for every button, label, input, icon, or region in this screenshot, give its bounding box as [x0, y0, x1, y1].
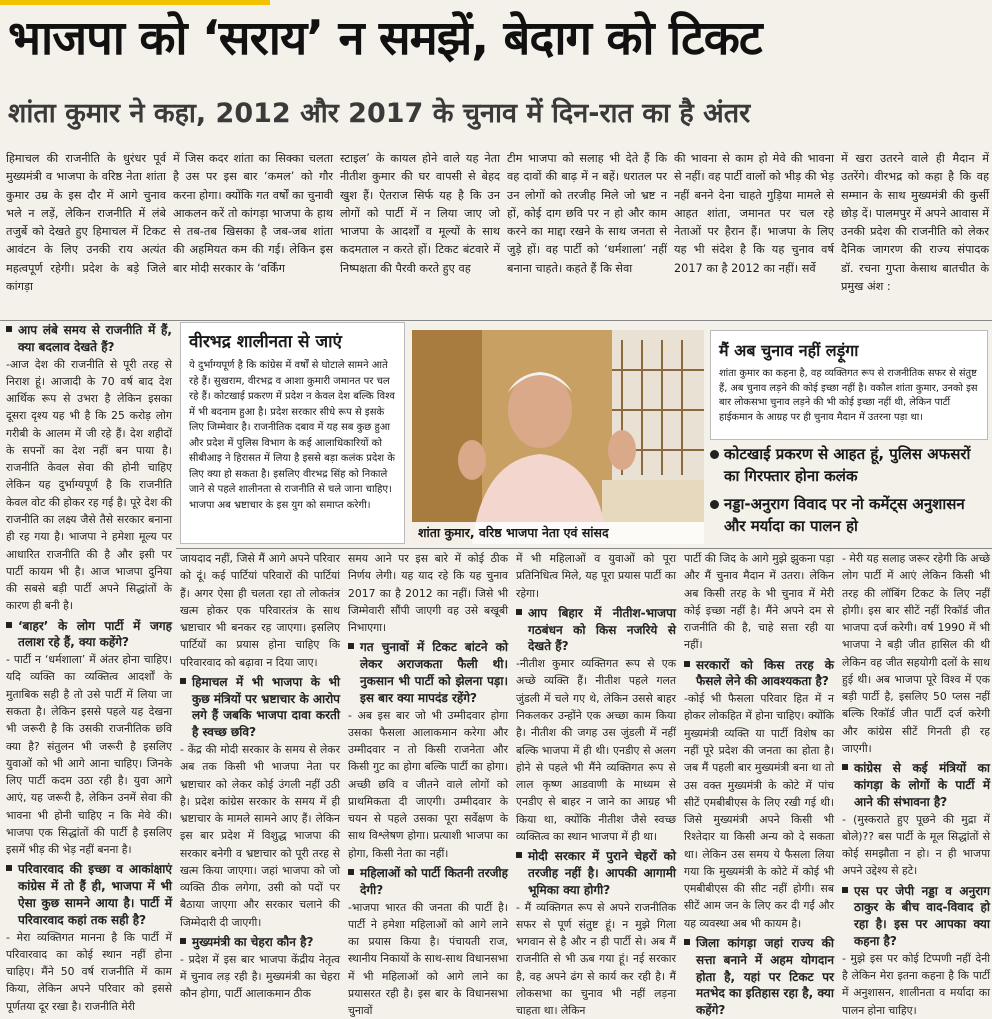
answer: पार्टी की जिद के आगे मुझे झुकना पड़ा और मैं चुनाव मैदान में उतरा। लेकिन अब किसी तरह के भी चुनाव में मेरी कोई इच्छा नहीं है। मैंने अपने दम से राजनीति की है, चाहे सत्ता रही या नहीं।	[684, 550, 834, 654]
info-box-body: शांता कुमार का कहना है, वह व्यक्तिगत रूप से राजनीतिक सफर से संतुष्ट हैं, अब चुनाव लड़ने की कोई इच्छा नहीं है। वकौल शांता कुमार, उनको इस बार लोकसभा चुनाव लड़ने की भी कोई इच्छा नहीं थी, लेकिन पार्टी हाईकमान के आग्रह पर ही चुनाव मैदान में उतरना पड़ा था।	[719, 367, 979, 426]
photo-caption: शांता कुमार, वरिष्ठ भाजपा नेता एवं सांसद	[412, 522, 704, 544]
intro-column-4: टीम भाजपा को सलाह भी देते हैं कि वह दावों की बाढ़ में न बहें। धरातल पर उन लोगों को तरजीह मिले जो भ्रष्ट न हों, कोई दाग छवि पर न हो और काम करने का माद्दा रखने के साथ जनता से जुड़े हों। वह पार्टी को ‘धर्मशाला’ नहीं बनाना चाहते। कहते हैं कि सेवा	[507, 150, 667, 318]
highlight-kotkhai: कोटखाई प्रकरण से आहत हूं, पुलिस अफसरों का गिरफ्तार होना कलंक	[710, 444, 988, 488]
answer: - (मुस्कराते हुए पूछने की मुद्रा में बोले)?? बस पार्टी के मूल सिद्धांतों से कोई समझौता न हो। न ही भाजपा अपने उद्देश्य से हटे।	[842, 811, 990, 880]
question: आप बिहार में नीतीश-भाजपा गठबंधन को किस नजरिये से देखते हैं?	[516, 605, 676, 655]
qa-column-4	[516, 550, 676, 958]
portrait-photo	[412, 330, 704, 544]
info-box-election	[710, 330, 988, 440]
portrait-illustration	[412, 330, 704, 544]
answer: - मुझे इस पर कोई टिप्पणी नहीं देनी है लेकिन मेरा इतना कहना है कि पार्टी में अनुशासन, शालीनता व मर्यादा का पालन होना चाहिए।	[842, 950, 990, 1019]
question: महिलाओं को पार्टी कितनी तरजीह देगी?	[348, 865, 508, 899]
qa-column-3	[348, 550, 508, 958]
info-box-title: मैं अब चुनाव नहीं लड़ूंगा	[719, 339, 979, 361]
section-divider	[0, 320, 992, 321]
answer: - मेरा व्यक्तिगत मानना है कि पार्टी में परिवारवाद का कोई स्थान नहीं होना चाहिए। मैंने 50 वर्ष राजनीति में काम किया, लेकिन अपने परिवार को इससे पूर्णतया दूर रखा है। राजनीति मेरी	[6, 929, 172, 1015]
qa-column-1	[6, 322, 172, 958]
info-box-body: ये दुर्भाग्यपूर्ण है कि कांग्रेस में वर्षों से घोटाले सामने आते रहे हैं। सुखराम, वीरभद्र व आशा कुमारी जमानत पर चल रहे हैं। कोटखाई प्रकरण में प्रदेश न केवल देश बल्कि विश्व में भी बदनाम हुआ है। प्रदेश सरकार सीधे रूप से इसके लिए जिम्मेवार है। राजनीतिक दबाव में यह सब कुछ हुआ और प्रदेश में पुलिस विभाग के कई आलाधिकारियों को सीबीआइ ने हिरासत में लिया है इससे बड़ा कलंक प्रदेश के लिए क्या हो सकता है। इसलिए वीरभद्र सिंह को निकाले जाने से पहले शालीनता से राजनीति से चले जाना चाहिए। भाजपा अब भ्रष्टाचार के इस युग को समाप्त करेगी।	[189, 358, 396, 513]
question: कांग्रेस से कई मंत्रियों का कांगड़ा के लोगों के पार्टी में आने की संभावना है?	[842, 760, 990, 810]
intro-column-6: में खरा उतरने वाले ही मैदान में उतरेंगे। वीरभद्र को कहा है कि वह सम्मान के साथ मुख्यमंत्री की कुर्सी छोड़ दें। पालमपुर में अपने आवास में उनकी प्रदेश की राजनीति को लेकर दैनिक जागरण की राज्य संपादक डॉ. रचना गुप्ता केसाथ बातचीत के प्रमुख अंश :	[841, 150, 989, 318]
intro-column-2: में जिस कदर शांता का सिक्का चलता है उस पर इस बार ‘कमल’ को गौर करना होगा। क्योंकि गत वर्षों का चुनावी आकलन करें तो कांगड़ा भाजपा के हाथ से तब-तब खिसका है जब-जब शांता की अहमियत कम की गई। लेकिन इस बार मोदी सरकार के ‘वर्किंग	[173, 150, 333, 318]
answer: -भाजपा भारत की जनता की पार्टी है। पार्टी ने हमेशा महिलाओं को आगे लाने का प्रयास किया है। पंचायती राज, स्थानीय निकायों के साथ-साथ विधानसभा में भी महिलाओं को आगे लाने का प्रयासरत रही है। इस बार के विधानसभा चुनावों	[348, 899, 508, 1019]
question: आप लंबे समय से राजनीति में हैं, क्या बदलाव देखते हैं?	[6, 322, 172, 356]
answer: जायदाद नहीं, जिसे मैं आगे अपने परिवार को दूं। कई पार्टियां परिवारों की पार्टियां हैं। अगर ऐसा ही चलता रहा तो लोकतंत्र खत्म होकर एक परिवारतंत्र के साथ भ्रष्टाचार भी बनकर रह जाएगा। इसलिए पार्टियों का प्रयास होना चाहिए कि परिवारवाद को बढ़ावा न दिया जाए।	[180, 550, 340, 671]
answer: -आज देश की राजनीति से पूरी तरह से निराश हूं। आजादी के 70 वर्ष बाद देश आर्थिक रूप से उभरा है लेकिन इसका दूसरा दृश्य यह भी है कि 25 करोड़ लोग गरीबी के आलम में जी रहे हैं। देश शहीदों के सपनों का देश नहीं बन पाया है। राजनीति केवल सेवा की होनी चाहिए लेकिन यह दुर्भाग्यपूर्ण है कि राजनीति केवल वोट की होकर रह गई है। पूरे देश की राजनीति का लक्ष्य जैसे तैसे सरकार बनाना ही रह गया है। भाजपा ने हमेशा मूल्य पर आधारित राजनीति की है और इसी पर पार्टी कायम भी है। आज भाजपा दुनिया की सबसे बड़ी पार्टी अपने सिद्धांतों के कारण ही बनी है।	[6, 356, 172, 615]
info-box-virbhadra	[180, 322, 405, 544]
answer: - मेरी यह सलाह जरूर रहेगी कि अच्छे लोग पार्टी में आएं लेकिन किसी भी तरह की लॉबिंग टिकट के लिए नहीं होगी। इस बार सीटें नहीं रिकॉर्ड जीत भाजपा दर्ज करेगी। वर्ष 1990 में भी भाजपा ने बड़ी जीत हासिल की थी लेकिन वह जीत सहयोगी दलों के साथ हुई थी। अब भाजपा पूरे विश्व में एक बड़ी पार्टी है, इसलिए 50 प्लस नहीं बल्कि रिकॉर्ड जीत पार्टी दर्ज करेगी और कांग्रेस सीटें गिनती ही रह जाएगी।	[842, 550, 990, 757]
answer: - अब इस बार जो भी उम्मीदवार होगा उसका फैसला आलाकमान करेगा और उम्मीदवार न तो किसी राजनेता और किसी गुट का होगा बल्कि पार्टी का होगा। अच्छी छवि व जीतने वाले लोगों को प्राथमिकता दी जाएगी। उम्मीदवार के चयन से पहले उसका पूरा सर्वेक्षण के साथ विश्लेषण होगा। प्रत्याशी भाजपा का होगा, किसी नेता का नहीं।	[348, 707, 508, 862]
question: हिमाचल में भी भाजपा के भी कुछ मंत्रियों पर भ्रष्टाचार के आरोप लगे हैं जबकि भाजपा दावा करती है स्वच्छ छवि?	[180, 674, 340, 741]
answer: - केंद्र की मोदी सरकार के समय से लेकर अब तक किसी भी भाजपा नेता पर भ्रष्टाचार को लेकर कोई उंगली नहीं उठी है। प्रदेश कांग्रेस सरकार के समय में ही भ्रष्टाचार के मामले सामने आए हैं। लेकिन इस बार प्रदेश में विशुद्ध भाजपा की सरकार बनेगी व भ्रष्टाचार को पूरी तरह से खत्म किया जाएगा। जहां भाजपा को जो व्यक्ति ठीक लगेगा, उसी को पदों पर बैठाया जाएगा और सरकार चलाने की जिम्मेदारी दी जाएगी।	[180, 741, 340, 931]
question: एस पर जेपी नड्डा व अनुराग ठाकुर के बीच वाद-विवाद हो रहा है। इस पर आपका क्या कहना है?	[842, 883, 990, 950]
answer: -कोई भी फैसला परिवार हित में न होकर लोकहित में होना चाहिए। क्योंकि मुख्यमंत्री व्यक्ति या पार्टी विशेष का नहीं पूरे प्रदेश की जनता का होता है। जब मैं पहली बार मुख्यमंत्री बना था तो उस वक्त मुख्यमंत्री के कोटे में पांच सीटें एमबीबीएस के लिए रखी गई थी। जिसे मुख्यमंत्री अपने किसी भी रिश्तेदार या किसी अन्य को दे सकता था। लेकिन उस समय ये फैसला लिया गया कि मुख्यमंत्री के कोटे में कोई भी एमबीबीएस की सीट नहीं होगी। सब सीटें आम जन के लिए कर दी गईं और यह व्यवस्था अब भी कायम है।	[684, 690, 834, 932]
subheadline: शांता कुमार ने कहा, 2012 और 2017 के चुनाव में दिन-रात का है अंतर	[8, 98, 988, 130]
question: सरकारों को किस तरह के फैसले लेने की आवश्यकता है?	[684, 657, 834, 691]
answer: - मैं व्यक्तिगत रूप से अपने राजनीतिक सफर से पूर्ण संतुष्ट हूं। न मुझे गिला भगवान से है और न ही पार्टी से। अब मैं राजनीति से भी ऊब गया हूं। नई सरकार है, वह अपने ढंग से कार्य कर रही है। मैं लोकसभा का चुनाव भी नहीं लड़ना चाहता था। लेकिन	[516, 899, 676, 1019]
top-color-strip	[0, 0, 270, 5]
answer: - प्रदेश में इस बार भाजपा केंद्रीय नेतृत्व में चुनाव लड़ रही है। मुख्यमंत्री का चेहरा कौन होगा, पार्टी आलाकमान ठीक	[180, 951, 340, 1003]
question: परिवारवाद की इच्छा व आकांक्षाएं कांग्रेस में तो हैं ही, भाजपा में भी ऐसा कुछ सामने आया है। पार्टी में परिवारवाद कहां तक सही है?	[6, 861, 172, 928]
headline: भाजपा को ‘सराय’ न समझें, बेदाग को टिकट	[8, 14, 988, 63]
answer: में भी महिलाओं व युवाओं को पूरा प्रतिनिधित्व मिले, यह पूरा प्रयास पार्टी का रहेगा।	[516, 550, 676, 602]
answer: - पार्टी न ‘धर्मशाला’ में अंतर होना चाहिए। यदि व्यक्ति का व्यक्तित्व आदर्शों के मुताबिक सही है तो उसे पार्टी में लिया जा सकता है। लेकिन इससे पहले यह देखना भी जरूरी है कि उसकी राजनीतिक छवि क्या है? संतुलन भी जरूरी है इसलिए युवाओं को भी आगे आना चाहिए। जिनके लिए पार्टी कदम उठा रही है। युवा आगे आएं, यह जरूरी है, लेकिन उनमें सेवा की भावना भी होनी चाहिए न कि मेवे की। भाजपा एक सिद्धांतों की पार्टी है इसलिए इसमें भीड़ की भेड़ नहीं बनना है।	[6, 651, 172, 858]
answer: समय आने पर इस बारे में कोई ठीक निर्णय लेगी। यह याद रहे कि यह चुनाव 2017 का है 2012 का नहीं। जिसे भी जिम्मेवारी सौंपी जाएगी वह उसे बखूबी निभाएगा।	[348, 550, 508, 636]
intro-column-1: हिमाचल की राजनीति के धुरंधर पूर्व मुख्यमंत्री व भाजपा के वरिष्ठ नेता शांता कुमार उम्र के इस दौर में आगे चुनाव भले न लड़ें, लेकिन राजनीति में लंबे तजुर्बे को देखते हुए हिमाचल में टिकट आवंटन के लिए उनकी राय अत्यंत महत्वपूर्ण रहेगी। प्रदेश के बड़े जिले कांगड़ा	[6, 150, 166, 318]
qa-column-2	[180, 550, 340, 958]
question: ‘बाहर’ के लोग पार्टी में जगह तलाश रहे हैं, क्या कहेंगे?	[6, 618, 172, 652]
qa-column-5	[684, 550, 834, 958]
info-box-title: वीरभद्र शालीनता से जाएं	[189, 329, 396, 352]
question: गत चुनावों में टिकट बांटने को लेकर अराजकता फैली थी। नुकसान भी पार्टी को झेलना पड़ा। इस बार क्या मापदंड रहेंगे?	[348, 639, 508, 706]
highlight-nadda-anurag: नड्डा-अनुराग विवाद पर नो कमेंट्स अनुशासन और मर्यादा का पालन हो	[710, 494, 988, 538]
qa-column-6	[842, 550, 990, 958]
lower-divider	[176, 548, 992, 549]
intro-column-5: की भावना से काम हो मेवे की भावना से नहीं। वह पार्टी वालों को भीड़ की भेड़ नहीं बनने देना चाहते गुड़िया मामले से आहत शांता, जमानत पर चल रहे नेताओं पर हैरान हैं। भाजपा के लिए यह भी संदेश है कि यह चुनाव वर्ष 2017 का है 2012 का नहीं। सर्वे	[674, 150, 834, 318]
question: मुख्यमंत्री का चेहरा कौन है?	[180, 934, 340, 951]
answer: -नीतीश कुमार व्यक्तिगत रूप से एक अच्छे व्यक्ति हैं। नीतीश पहले गलत जुंडली में चले गए थे, लेकिन उससे बाहर निकलकर उन्होंने एक अच्छा काम किया है। नीतीश की जगह उस जुंडली में नहीं बल्कि भाजपा में ही थी। एनडीए से अलग होने से पहले भी मैंने व्यक्तिगत रूप से लाल कृष्ण आडवाणी के माध्यम से एनडीए से बाहर न जाने का आग्रह भी किया था, क्योंकि नीतीश जैसे स्वच्छ व्यक्तित्व का स्थान भाजपा में ही था।	[516, 655, 676, 845]
intro-column-3: स्टाइल’ के कायल होने वाले यह नेता नीतीश कुमार की घर वापसी से बेहद खुश हैं। ऐतराज सिर्फ यह है कि उन लोगों को पार्टी में न लिया जाए जो भाजपा के आदर्शों व मूल्यों के साथ कदमताल न करते हों। टिकट बंटवारे में निष्पक्षता की पैरवी करते हुए वह	[340, 150, 500, 318]
question: मोदी सरकार में पुराने चेहरों को तरजीह नहीं है। आपकी आगामी भूमिका क्या होगी?	[516, 848, 676, 898]
question: जिला कांगड़ा जहां राज्य की सत्ता बनाने में अहम योगदान होता है, यहां पर टिकट पर मतभेद का इतिहास रहा है, क्या कहेंगे?	[684, 935, 834, 1019]
